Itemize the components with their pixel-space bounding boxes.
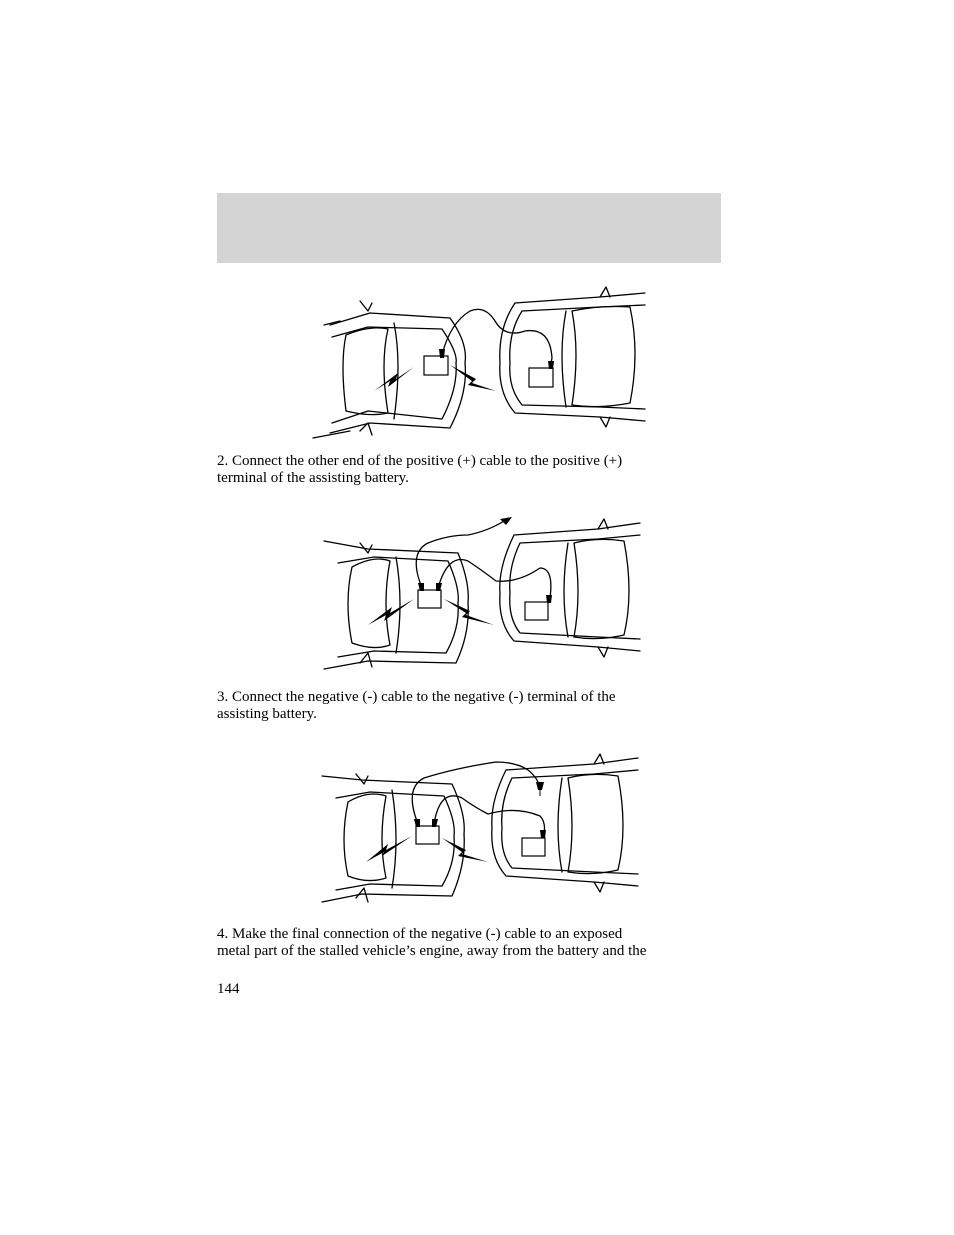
cable-clamp-icon [540,830,546,838]
page-number: 144 [217,981,240,997]
cable-clamp-icon [500,517,512,525]
assisting-battery-icon [529,368,553,387]
two-cars-final-connection-diagram [316,752,642,912]
stalled-battery-icon [424,356,448,375]
positive-cable [434,796,545,834]
assisting-car-outline [492,754,638,892]
stalled-car-outline [322,774,464,902]
step-4-line-1: 4. Make the final connection of the negative (-) cable to an exposed [217,926,623,942]
spark-icon [368,599,414,625]
assisting-battery-icon [522,838,545,856]
cable-clamp-icon [536,782,544,790]
cable-clamp-icon [414,819,420,827]
section-header-band [217,193,721,263]
stalled-car-outline [324,541,468,669]
step-4-line-2: metal part of the stalled vehicle’s engine, away from the battery and the [217,942,647,959]
spark-icon [442,838,488,862]
step-3-line-2: assisting battery. [217,705,317,722]
spark-icon [450,365,496,391]
jump-start-illustration-3 [316,752,642,912]
spark-icon [374,367,414,391]
step-2-line-1: 2. Connect the other end of the positive (+) cable to the positive (+) [217,453,623,469]
negative-cable [412,762,540,824]
step-4-text [217,926,721,959]
jump-start-illustration-2 [318,513,648,673]
two-cars-negative-cable-diagram [318,513,648,673]
positive-cable [442,309,552,367]
spark-icon [444,599,494,625]
assisting-car-outline [500,287,645,427]
stalled-battery-icon [416,826,439,844]
negative-cable [416,521,504,588]
assisting-car-outline [500,519,640,657]
step-2-text [217,453,721,486]
jump-start-illustration-1 [310,283,655,441]
spark-icon [366,836,412,862]
assisting-battery-icon [525,602,548,620]
cable-clamp-icon [548,361,554,369]
step-3-line-1: 3. Connect the negative (-) cable to the negative (-) terminal of the [217,689,616,705]
cable-clamp-icon [439,349,445,358]
two-cars-front-to-front-diagram [310,283,655,441]
cable-clamp-icon [546,595,552,603]
step-2-line-2: terminal of the assisting battery. [217,469,409,486]
stalled-battery-icon [418,590,441,608]
step-3-text [217,689,721,722]
